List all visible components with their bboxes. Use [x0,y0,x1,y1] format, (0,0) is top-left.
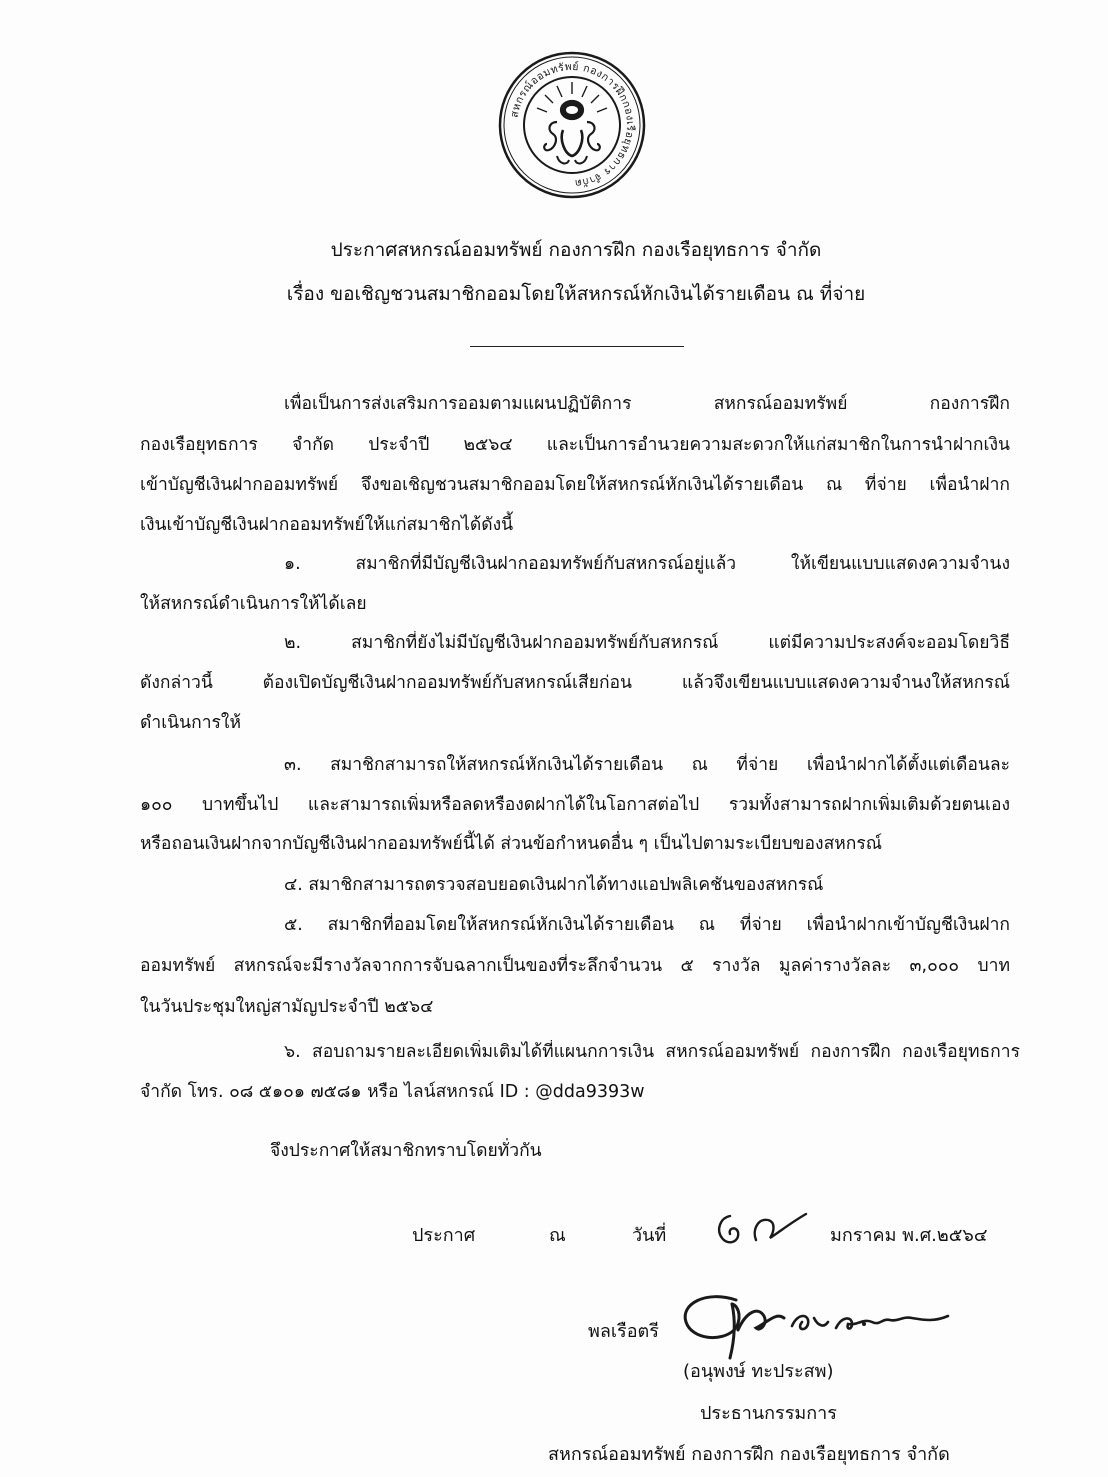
signatory-rank: พลเรือตรี [588,1321,659,1342]
item-1-line: ๑. สมาชิกที่มีบัญชีเงินฝากออมทรัพย์กับสหกรณ์อยู่แล้ว ให้เขียนแบบแสดงความจำนง [284,554,1010,574]
title-divider [470,346,684,347]
intro-line: เข้าบัญชีเงินฝากออมทรัพย์ จึงขอเชิญชวนสมาชิกออมโดยให้สหกรณ์หักเงินได้รายเดือน ณ ที่จ่าย เพื่อนำฝาก [140,475,1010,495]
item-1-line: ให้สหกรณ์ดำเนินการให้ได้เลย [140,594,367,614]
closing-statement: จึงประกาศให้สมาชิกทราบโดยทั่วกัน [270,1141,542,1161]
item-6-line: ๖. สอบถามรายละเอียดเพิ่มเติมได้ที่แผนกการเงิน สหกรณ์ออมทรัพย์ กองการฝึก กองเรือยุทธการ [284,1042,1020,1062]
signatory-name: (อนุพงษ์ ทะประสพ) [683,1361,834,1382]
announce-label: ประกาศ [412,1225,476,1246]
item-3-line: ๓. สมาชิกสามารถให้สหกรณ์หักเงินได้รายเดือน ณ ที่จ่าย เพื่อนำฝากได้ตั้งแต่เดือนละ [284,755,1010,775]
intro-line: เงินเข้าบัญชีเงินฝากออมทรัพย์ให้แก่สมาชิกได้ดังนี้ [140,515,514,535]
handwritten-signature [676,1282,966,1362]
item-6-line: จำกัด โทร. ๐๘ ๕๑๐๑ ๗๕๘๑ หรือ ไลน์สหกรณ์ ID : @dda9393w [140,1082,645,1102]
item-3-line: หรือถอนเงินฝากจากบัญชีเงินฝากออมทรัพย์นี้ได้ ส่วนข้อกำหนดอื่น ๆ เป็นไปตามระเบียบของสหกรณ์ [140,834,883,854]
item-2-line: ดังกล่าวนี้ ต้องเปิดบัญชีเงินฝากออมทรัพย์กับสหกรณ์เสียก่อน แล้วจึงเขียนแบบแสดงความจำนงให้สหกรณ์ [140,673,1010,693]
item-3-line: ๑๐๐ บาทขึ้นไป และสามารถเพิ่มหรือลดหรืองดฝากได้ในโอกาสต่อไป รวมทั้งสามารถฝากเพิ่มเติมด้วยตนเอง [140,795,1010,815]
intro-line: กองเรือยุทธการ จำกัด ประจำปี ๒๕๖๔ และเป็นการอำนวยความสะดวกให้แก่สมาชิกในการนำฝากเงิน [140,435,1010,455]
cooperative-seal [497,50,647,200]
item-5-line: ๕. สมาชิกที่ออมโดยให้สหกรณ์หักเงินได้รายเดือน ณ ที่จ่าย เพื่อนำฝากเข้าบัญชีเงินฝาก [284,915,1010,935]
announcement-title: ประกาศสหกรณ์ออมทรัพย์ กองการฝึก กองเรือยุทธการ จำกัด [330,239,822,261]
announcement-subject: เรื่อง ขอเชิญชวนสมาชิกออมโดยให้สหกรณ์หักเงินได้รายเดือน ณ ที่จ่าย [286,283,866,305]
signatory-organization: สหกรณ์ออมทรัพย์ กองการฝึก กองเรือยุทธการ จำกัด [548,1444,950,1465]
item-5-line: ออมทรัพย์ สหกรณ์จะมีรางวัลจากการจับฉลากเป็นของที่ระลึกจำนวน ๕ รางวัล มูลค่ารางวัลละ ๓,๐๐๐ บาท [140,956,1010,976]
intro-line: เพื่อเป็นการส่งเสริมการออมตามแผนปฏิบัติการ สหกรณ์ออมทรัพย์ กองการฝึก [284,394,1010,414]
seahorse-seal-icon [537,82,607,163]
announce-date-label: วันที่ [632,1225,667,1246]
item-2-line: ดำเนินการให้ [140,713,242,733]
announce-month-year: มกราคม พ.ศ.๒๕๖๔ [830,1225,988,1246]
signatory-position: ประธานกรรมการ [700,1403,837,1424]
handwritten-day [712,1200,812,1256]
item-5-line: ในวันประชุมใหญ่สามัญประจำปี ๒๕๖๔ [140,997,434,1017]
svg-text:สหกรณ์ออมทรัพย์ กองการฝึกกองเร [508,60,637,189]
item-2-line: ๒. สมาชิกที่ยังไม่มีบัญชีเงินฝากออมทรัพย์กับสหกรณ์ แต่มีความประสงค์จะออมโดยวิธี [284,633,1010,653]
announce-at: ณ [549,1225,566,1246]
seal-ring-text: สหกรณ์ออมทรัพย์ กองการฝึกกองเรือยุทธการ จำกัด [508,60,637,190]
item-4-line: ๔. สมาชิกสามารถตรวจสอบยอดเงินฝากได้ทางแอปพลิเคชันของสหกรณ์ [284,875,824,895]
